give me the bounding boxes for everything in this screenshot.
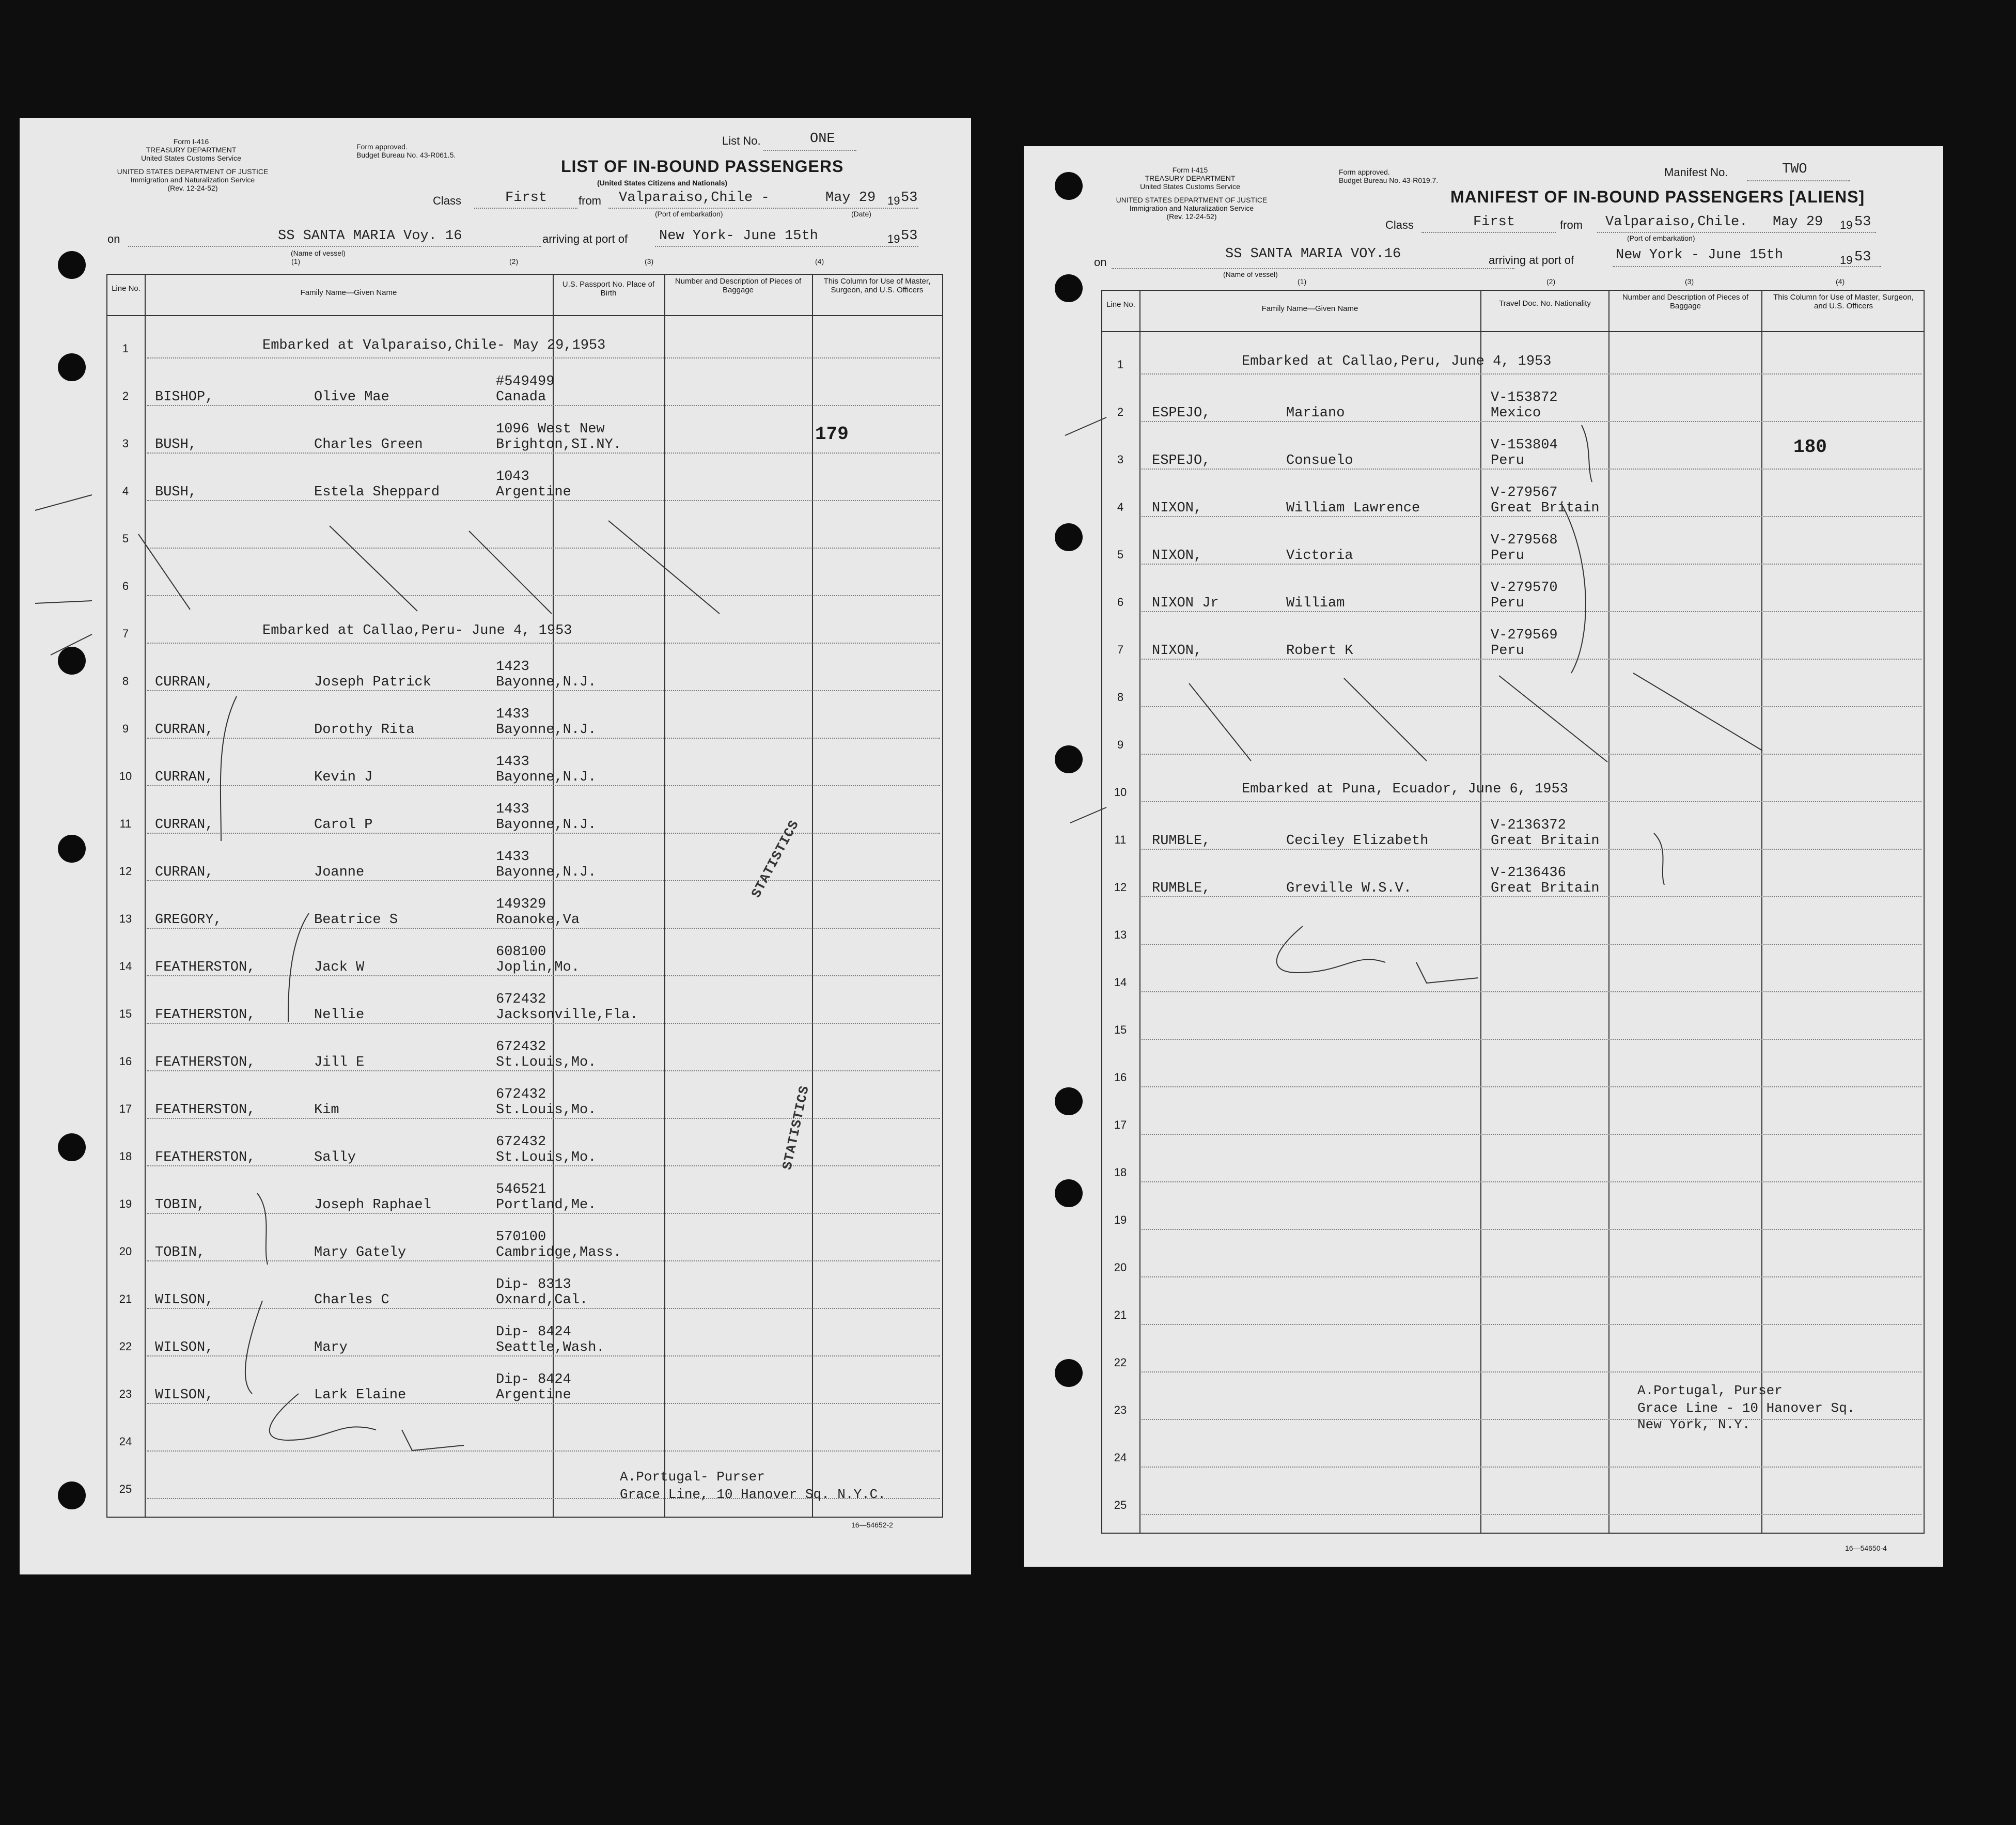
doc-place: Bayonne,N.J. <box>496 675 597 690</box>
line-number: 6 <box>122 580 129 592</box>
doc-place: Bayonne,N.J. <box>496 865 597 880</box>
doc-place: Bayonne,N.J. <box>496 722 597 738</box>
service-name: United States Customs Service <box>141 154 241 162</box>
form-id: Form I-416 <box>173 137 209 146</box>
doc-number: V-279568 <box>1491 533 1558 548</box>
line-number: 22 <box>119 1340 132 1353</box>
doc-number: Dip- 8424 <box>496 1372 571 1387</box>
handwritten-marks <box>20 118 971 1574</box>
binder-hole <box>1055 172 1083 200</box>
list-no-label: List No. <box>722 134 761 147</box>
line-number: 4 <box>122 485 129 497</box>
doc-place: Argentine <box>496 1387 571 1403</box>
date-caption: (Date) <box>851 210 871 218</box>
form-approved: Form approved. <box>1339 168 1390 176</box>
line-number: 2 <box>1117 405 1124 418</box>
arriving-label: arriving at port of <box>542 232 628 245</box>
given-name: Mary <box>314 1340 348 1355</box>
given-name: Victoria <box>1286 548 1353 564</box>
doc-place: Canada <box>496 389 546 405</box>
arrival-year: 53 <box>901 228 918 244</box>
doc-number: #549499 <box>496 374 555 389</box>
given-name: William Lawrence <box>1286 501 1420 516</box>
doc-number: 672432 <box>496 1134 546 1150</box>
embarkation-note: Embarked at Puna, Ecuador, June 6, 1953 <box>1242 782 1568 797</box>
on-label: on <box>107 232 120 245</box>
line-number: 15 <box>119 1007 132 1020</box>
doc-number: V-153872 <box>1491 390 1558 405</box>
handwritten-marks <box>1024 146 1943 1567</box>
family-name: CURRAN, <box>155 722 214 738</box>
vessel-name: SS SANTA MARIA Voy. 16 <box>278 228 462 244</box>
count-note: 179 <box>815 424 849 445</box>
doc-number: 1043 <box>496 469 529 485</box>
line-number: 16 <box>1114 1071 1127 1084</box>
line-number: 6 <box>1117 596 1124 609</box>
from-label: from <box>579 194 601 207</box>
doc-number: V-279569 <box>1491 628 1558 643</box>
on-label: on <box>1094 256 1107 269</box>
doc-place: Peru <box>1491 548 1524 564</box>
budget-bureau-no: Budget Bureau No. 43-R061.5. <box>356 151 456 159</box>
line-number: 15 <box>1114 1023 1127 1036</box>
form-title: MANIFEST OF IN-BOUND PASSENGERS [ALIENS] <box>1450 188 1865 206</box>
purser-city: New York, N.Y. <box>1637 1417 1751 1432</box>
given-name: Joseph Raphael <box>314 1197 431 1213</box>
binder-hole <box>1055 523 1083 551</box>
arriving-label: arriving at port of <box>1489 254 1574 267</box>
given-name: Joanne <box>314 865 365 880</box>
given-name: Estela Sheppard <box>314 485 440 500</box>
doc-place: St.Louis,Mo. <box>496 1055 597 1070</box>
date-value: May 29 <box>1773 214 1823 230</box>
col-num-3: (3) <box>1685 277 1694 286</box>
family-name: FEATHERSTON, <box>155 1150 256 1165</box>
header-line-no: Line No. <box>1106 300 1135 309</box>
doc-number: 672432 <box>496 1087 546 1102</box>
given-name: Jack W <box>314 960 365 975</box>
binder-hole <box>58 353 86 381</box>
given-name: Ceciley Elizabeth <box>1286 833 1429 849</box>
header-name: Family Name—Given Name <box>300 288 397 297</box>
doc-place: St.Louis,Mo. <box>496 1102 597 1118</box>
family-name: BISHOP, <box>155 389 214 405</box>
header-name: Family Name—Given Name <box>1261 304 1358 313</box>
line-number: 19 <box>1114 1213 1127 1226</box>
binder-hole <box>58 647 86 675</box>
family-name: GREGORY, <box>155 912 222 928</box>
revision-date: (Rev. 12-24-52) <box>167 184 218 192</box>
vessel-name: SS SANTA MARIA VOY.16 <box>1225 246 1401 262</box>
line-number: 12 <box>1114 881 1127 894</box>
line-number: 14 <box>1114 976 1127 989</box>
service-name: United States Customs Service <box>1140 182 1240 191</box>
doc-number: 1423 <box>496 659 529 675</box>
class-label: Class <box>433 194 462 207</box>
header-officers: This Column for Use of Master, Surgeon, and U.S. Officers <box>823 277 931 294</box>
line-number: 7 <box>122 627 129 640</box>
given-name: Charles C <box>314 1292 389 1308</box>
doc-place: Portland,Me. <box>496 1197 597 1213</box>
dept-name: TREASURY DEPARTMENT <box>146 146 237 154</box>
line-number: 13 <box>1114 928 1127 941</box>
line-number: 10 <box>1114 786 1127 799</box>
binder-hole <box>58 251 86 279</box>
line-number: 11 <box>119 817 132 830</box>
given-name: Olive Mae <box>314 389 389 405</box>
family-name: NIXON Jr <box>1152 596 1219 611</box>
given-name: Kevin J <box>314 770 373 785</box>
doc-place: Bayonne,N.J. <box>496 770 597 785</box>
family-name: WILSON, <box>155 1292 214 1308</box>
doc-number: Dip- 8313 <box>496 1277 571 1292</box>
budget-bureau-no: Budget Bureau No. 43-R019.7. <box>1339 176 1439 184</box>
given-name: Mariano <box>1286 405 1345 421</box>
arrival-year-prefix: 19 <box>887 232 900 245</box>
doc-place: Argentine <box>496 485 571 500</box>
binder-hole <box>58 1133 86 1161</box>
doc-number: 672432 <box>496 1039 546 1055</box>
doj-name: UNITED STATES DEPARTMENT OF JUSTICE <box>117 167 269 176</box>
doc-number: V-2136436 <box>1491 865 1566 881</box>
embarkation-note: Embarked at Valparaiso,Chile- May 29,1953 <box>262 338 606 353</box>
given-name: Jill E <box>314 1055 365 1070</box>
footer-code: 16—54652-2 <box>851 1521 893 1529</box>
line-number: 22 <box>1114 1356 1127 1369</box>
line-number: 10 <box>119 770 132 783</box>
line-number: 8 <box>122 675 129 688</box>
statistics-stamp: STATISTICS <box>779 1084 812 1172</box>
line-number: 17 <box>119 1102 132 1115</box>
family-name: ESPEJO, <box>1152 405 1211 421</box>
doc-place: Peru <box>1491 596 1524 611</box>
header-line-no: Line No. <box>112 284 140 293</box>
doc-number: 149329 <box>496 897 546 912</box>
doc-place: Joplin,Mo. <box>496 960 580 975</box>
line-number: 9 <box>122 722 129 735</box>
family-name: WILSON, <box>155 1340 214 1355</box>
ins-name: Immigration and Naturalization Service <box>130 176 255 184</box>
purser-name: A.Portugal- Purser <box>620 1469 765 1485</box>
family-name: RUMBLE, <box>1152 833 1211 849</box>
line-number: 3 <box>122 437 129 450</box>
purser-address: Grace Line, 10 Hanover Sq. N.Y.C. <box>620 1487 886 1502</box>
binder-hole <box>1055 745 1083 773</box>
doc-number: V-279570 <box>1491 580 1558 596</box>
port-embarkation-caption: (Port of embarkation) <box>1627 234 1695 242</box>
doc-number: 1433 <box>496 754 529 770</box>
line-number: 17 <box>1114 1118 1127 1131</box>
binder-hole <box>1055 1359 1083 1387</box>
line-number: 7 <box>1117 643 1124 656</box>
line-number: 25 <box>1114 1499 1127 1511</box>
given-name: Joseph Patrick <box>314 675 431 690</box>
line-number: 21 <box>1114 1308 1127 1321</box>
doc-place: Cambridge,Mass. <box>496 1245 622 1260</box>
line-number: 16 <box>119 1055 132 1068</box>
doc-number: 546521 <box>496 1182 546 1197</box>
line-number: 8 <box>1117 691 1124 704</box>
doc-number: 1433 <box>496 802 529 817</box>
revision-date: (Rev. 12-24-52) <box>1166 212 1217 221</box>
binder-hole <box>58 835 86 863</box>
year-prefix: 19 <box>1840 219 1853 231</box>
dept-name: TREASURY DEPARTMENT <box>1145 174 1236 182</box>
given-name: Beatrice S <box>314 912 398 928</box>
doc-place: Mexico <box>1491 405 1541 421</box>
doc-number: 1096 West New <box>496 422 605 437</box>
family-name: FEATHERSTON, <box>155 1102 256 1118</box>
class-value: First <box>505 190 548 206</box>
binder-hole <box>1055 274 1083 302</box>
form-title: LIST OF IN-BOUND PASSENGERS <box>561 157 844 176</box>
doc-number: 672432 <box>496 992 546 1007</box>
class-label: Class <box>1385 219 1414 231</box>
line-number: 24 <box>1114 1451 1127 1464</box>
family-name: BUSH, <box>155 485 197 500</box>
line-number: 9 <box>1117 738 1124 751</box>
embarkation-note: Embarked at Callao,Peru- June 4, 1953 <box>262 623 572 638</box>
doc-place: Great Britain <box>1491 881 1600 896</box>
family-name: CURRAN, <box>155 675 214 690</box>
family-name: NIXON, <box>1152 501 1202 516</box>
given-name: Carol P <box>314 817 373 833</box>
family-name: RUMBLE, <box>1152 881 1211 896</box>
line-number: 19 <box>119 1197 132 1210</box>
arrival-port: New York - June 15th <box>1616 247 1784 263</box>
family-name: NIXON, <box>1152 643 1202 659</box>
doc-place: Jacksonville,Fla. <box>496 1007 638 1023</box>
header-travel-doc: Travel Doc. No. Nationality <box>1499 299 1591 308</box>
purser-name: A.Portugal, Purser <box>1637 1383 1783 1398</box>
line-number: 13 <box>119 912 132 925</box>
col-num-4: (4) <box>815 257 824 266</box>
doc-number: 570100 <box>496 1229 546 1245</box>
form-id: Form I-415 <box>1172 166 1208 174</box>
manifest-no-label: Manifest No. <box>1664 166 1728 179</box>
col-num-2: (2) <box>1546 277 1556 286</box>
line-number: 11 <box>1114 833 1127 846</box>
given-name: Consuelo <box>1286 453 1353 469</box>
count-note: 180 <box>1793 436 1827 458</box>
line-number: 5 <box>1117 548 1124 561</box>
col-num-3: (3) <box>645 257 654 266</box>
doc-number: V-279567 <box>1491 485 1558 501</box>
line-number: 23 <box>119 1387 132 1400</box>
line-number: 24 <box>119 1435 132 1448</box>
arrival-port: New York- June 15th <box>659 228 818 244</box>
doc-place: Bayonne,N.J. <box>496 817 597 833</box>
statistics-stamp: STATISTICS <box>748 817 803 901</box>
line-number: 12 <box>119 865 132 878</box>
year-value: 53 <box>1854 214 1871 230</box>
year-value: 53 <box>901 190 918 206</box>
vessel-caption: (Name of vessel) <box>1223 270 1278 278</box>
doc-place: Great Britain <box>1491 501 1600 516</box>
doc-number: 1433 <box>496 707 529 722</box>
header-baggage: Number and Description of Pieces of Baggage <box>1622 293 1749 310</box>
header-baggage: Number and Description of Pieces of Baggage <box>675 277 802 294</box>
doc-place: Great Britain <box>1491 833 1600 849</box>
line-number: 3 <box>1117 453 1124 466</box>
doc-number: V-153804 <box>1491 438 1558 453</box>
line-number: 14 <box>119 960 132 973</box>
date-value: May 29 <box>825 190 876 206</box>
port-embarkation-caption: (Port of embarkation) <box>655 210 723 218</box>
ins-name: Immigration and Naturalization Service <box>1129 204 1254 212</box>
family-name: FEATHERSTON, <box>155 960 256 975</box>
line-number: 1 <box>1117 358 1124 371</box>
family-name: CURRAN, <box>155 817 214 833</box>
given-name: Dorothy Rita <box>314 722 415 738</box>
passenger-list-sheet-left <box>20 118 971 1574</box>
year-prefix: 19 <box>887 194 900 207</box>
family-name: TOBIN, <box>155 1245 206 1260</box>
doc-number: 608100 <box>496 944 546 960</box>
col-num-4: (4) <box>1836 277 1845 286</box>
line-number: 1 <box>122 342 129 355</box>
line-number: 4 <box>1117 501 1124 513</box>
passenger-manifest-sheet-right <box>1024 146 1943 1567</box>
family-name: CURRAN, <box>155 865 214 880</box>
family-name: FEATHERSTON, <box>155 1007 256 1023</box>
line-number: 2 <box>122 389 129 402</box>
line-number: 20 <box>1114 1261 1127 1274</box>
given-name: Robert K <box>1286 643 1353 659</box>
doc-place: Brighton,SI.NY. <box>496 437 622 453</box>
line-number: 20 <box>119 1245 132 1258</box>
binder-hole <box>1055 1179 1083 1207</box>
embarkation-note: Embarked at Callao,Peru, June 4, 1953 <box>1242 354 1552 369</box>
col-num-2: (2) <box>509 257 519 266</box>
doc-place: Peru <box>1491 453 1524 469</box>
from-value: Valparaiso,Chile. <box>1605 214 1748 230</box>
doc-place: Seattle,Wash. <box>496 1340 605 1355</box>
family-name: ESPEJO, <box>1152 453 1211 469</box>
col-num-1: (1) <box>1298 277 1307 286</box>
family-name: FEATHERSTON, <box>155 1055 256 1070</box>
from-value: Valparaiso,Chile - <box>619 190 770 206</box>
binder-hole <box>1055 1087 1083 1115</box>
line-number: 18 <box>1114 1166 1127 1179</box>
col-num-1: (1) <box>291 257 301 266</box>
doc-place: Oxnard,Cal. <box>496 1292 588 1308</box>
line-number: 25 <box>119 1483 132 1495</box>
doc-place: St.Louis,Mo. <box>496 1150 597 1165</box>
given-name: Nellie <box>314 1007 365 1023</box>
arrival-year: 53 <box>1854 249 1871 265</box>
list-no-value: ONE <box>810 131 835 147</box>
given-name: Lark Elaine <box>314 1387 407 1403</box>
family-name: TOBIN, <box>155 1197 206 1213</box>
given-name: William <box>1286 596 1345 611</box>
line-number: 23 <box>1114 1403 1127 1416</box>
given-name: Kim <box>314 1102 339 1118</box>
form-approved: Form approved. <box>356 143 408 151</box>
line-number: 5 <box>122 532 129 545</box>
class-value: First <box>1473 214 1515 230</box>
footer-code: 16—54650-4 <box>1845 1544 1887 1552</box>
line-number: 21 <box>119 1292 132 1305</box>
doc-number: 1433 <box>496 849 529 865</box>
vessel-caption: (Name of vessel) <box>291 249 346 257</box>
line-number: 18 <box>119 1150 132 1163</box>
manifest-no-value: TWO <box>1782 162 1807 177</box>
family-name: CURRAN, <box>155 770 214 785</box>
doc-place: Roanoke,Va <box>496 912 580 928</box>
family-name: BUSH, <box>155 437 197 453</box>
purser-address: Grace Line - 10 Hanover Sq. <box>1637 1400 1855 1416</box>
doj-name: UNITED STATES DEPARTMENT OF JUSTICE <box>1116 196 1268 204</box>
header-passport: U.S. Passport No. Place of Birth <box>562 280 655 298</box>
binder-hole <box>58 1481 86 1509</box>
from-label: from <box>1560 219 1583 231</box>
arrival-year-prefix: 19 <box>1840 254 1853 267</box>
doc-number: Dip- 8424 <box>496 1324 571 1340</box>
doc-place: Peru <box>1491 643 1524 659</box>
given-name: Charles Green <box>314 437 423 453</box>
given-name: Greville W.S.V. <box>1286 881 1412 896</box>
given-name: Sally <box>314 1150 356 1165</box>
header-officers: This Column for Use of Master, Surgeon, and U.S. Officers <box>1773 293 1914 310</box>
form-subtitle: (United States Citizens and Nationals) <box>597 179 728 187</box>
family-name: WILSON, <box>155 1387 214 1403</box>
doc-number: V-2136372 <box>1491 818 1566 833</box>
given-name: Mary Gately <box>314 1245 407 1260</box>
family-name: NIXON, <box>1152 548 1202 564</box>
